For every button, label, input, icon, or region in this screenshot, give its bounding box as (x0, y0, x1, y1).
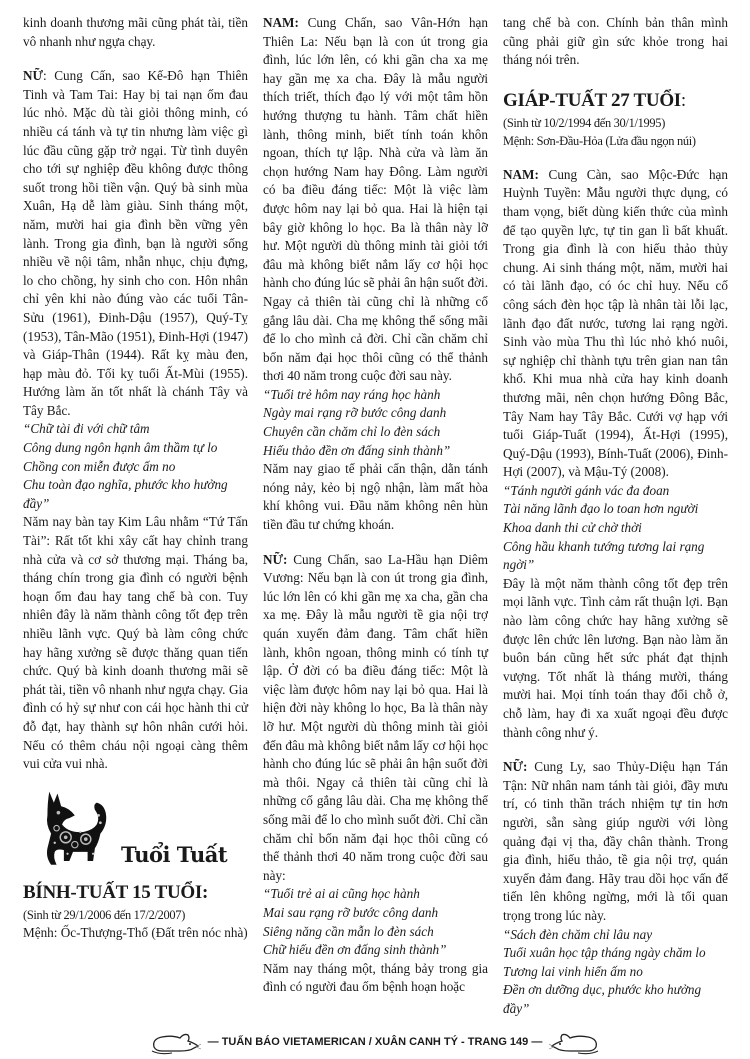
section-heading (503, 90, 728, 112)
paragraph-nam (263, 14, 488, 386)
paragraph: tang chế bà con. Chính bản thân mình cũng phải giữ gìn sức khỏe trong hai tháng nói trên. (503, 15, 728, 68)
heading-colon: : (680, 89, 686, 111)
poem-line: Chồng con miễn được ấm no (23, 458, 176, 474)
paragraph-text: : Cung Cấn, sao Kế-Đô hạn Thiên Tinh và Tam Tai: Hay bị tai nạn ốm đau lúc nhỏ. Mặc dù tài giỏi thông minh, có nhiều cá tánh và tự tin nhưng làm việc gì lúc đầu cũng gặp trở ngại. Từ tình duyên cho tới sự nghiệp đều không được thông suốt trong hồi tiền vận. Quý bà sinh mùa Xuân, Hạ dễ làm giàu. Sinh tháng một, năm, mười hai gia đình bền vững yên lành. Trong gia đình, bạn là người sống nhiều về nội tâm, nhẫn nhục, chịu đựng, lo cho chồng, hy sinh cho con. Hôn nhân chỉ yên khi nào đúng vào các tuổi Tân-Sửu (1961), Đinh-Dậu (1957), Quý-Tỵ (1953), Tân-Mão (1951), Đinh-Hợi (1947) và Giáp-Thân (1944). Rất kỵ màu đen, hạp màu đỏ. Tối kỵ tuổi Ất-Mùi (1955). Hướng làm ăn tốt nhất là chánh Tây và Tây Bắc. (23, 68, 249, 418)
heading-text: GIÁP-TUẤT 27 TUỔI (503, 89, 681, 111)
poem-line: Công dung ngôn hạnh âm thầm tự lo (23, 440, 218, 456)
section-label-nam: NAM: (503, 166, 539, 182)
poem (23, 420, 248, 513)
zodiac-title: Tuổi Tuất (121, 841, 228, 867)
paragraph: Năm nay giao tế phải cẩn thận, dằn tánh nóng nảy, kẻo bị ngộ nhận, làm mất hòa khí không vui. Đầu năm không nên hùn tiền đầu tư chứng khoán. (263, 461, 488, 533)
poem (503, 926, 728, 1019)
birth-range: (Sinh từ 10/2/1994 đến 30/1/1995) (503, 115, 666, 130)
column-1 (23, 14, 248, 942)
paragraph-nu (23, 67, 248, 420)
paragraph-nu (503, 758, 728, 925)
section-label-nu: NỮ (23, 68, 44, 84)
birth-range: (Sinh từ 29/1/2006 đến 17/2/2007) (23, 907, 186, 922)
poem-line: “Chữ tài đi với chữ tâm (23, 421, 150, 437)
poem-line: Hiếu thảo đền ơn đấng sinh thành” (263, 442, 451, 458)
menh: Mệnh: Sơn-Đầu-Hỏa (Lửa đầu ngọn núi) (503, 133, 696, 148)
poem-line: Tài năng lãnh đạo lo toan hơn người (503, 501, 699, 517)
rat-icon (548, 1029, 600, 1055)
poem-line: Mai sau rạng rỡ bước công danh (263, 904, 439, 920)
paragraph-text: Cung Chấn, sao Vân-Hớn hạn Thiên La: Nếu bạn là con út trong gia đình, lúc lớn lên, có khi gần cha xa mẹ hay gần mẹ xa cha. Đây là mẫu người thích triết, thích đạo lý với một tâm hồn hướng thượng tu hành. Tâm chất hiền lành, thông minh, biết tính toán khôn ngoan, thích tự lập. Nhà cửa và làm ăn chọn hướng Nam hay Đông. Làm người có ba điều đáng tiếc: Một là việc làm được hôm nay lại bỏ qua. Hai là hiện tại bây giờ không lo học. Ba là thân này lỡ hư. Một người dù thông minh tài giỏi tới đâu mà không biết nắm lấy cơ hội học hành cho đúng lúc sẽ phải ân hận suốt đời. Ngay cả thiên tài cũng chỉ là những cố gắng lâu dài. Cha mẹ không thể sống mãi để lo cho mình cả đời. Chỉ cần chăm chỉ bốn năm đại học thôi cũng có thể thảnh thơi 40 năm trong cuộc đời sau này. (263, 15, 488, 384)
paragraph: Năm nay tháng một, tháng bảy trong gia đình có người đau ốm bệnh hoạn hoặc (263, 960, 488, 995)
poem-line: Đền ơn dưỡng dục, phước kho hưởng đầy” (503, 982, 702, 1016)
dog-icon (29, 788, 117, 872)
column-2 (263, 14, 488, 997)
paragraph-nam (503, 166, 728, 482)
poem-line: Chuyên cần chăm chỉ lo đèn sách (263, 424, 441, 440)
poem-line: Chữ hiếu đền ơn đấng sinh thành” (263, 942, 447, 958)
poem (503, 482, 728, 575)
footer-text: — TUẤN BÁO VIETAMERICAN / XUÂN CANH TÝ - TRANG 149 — (207, 1035, 543, 1048)
paragraph: kinh doanh thương mãi cũng phát tài, tiền vô nhanh như ngựa chạy. (23, 15, 248, 49)
section-heading: BÍNH-TUẤT 15 TUỔI: (23, 881, 208, 903)
poem-line: Tuổi xuân học tập tháng ngày chăm lo (503, 945, 706, 961)
zodiac-header (23, 788, 248, 872)
paragraph-nu (263, 551, 488, 886)
poem (263, 386, 488, 460)
poem-line: Công hầu khanh tướng tương lai rạng ngời” (503, 538, 705, 573)
poem-line: Siêng năng cần mẫn lo đèn sách (263, 923, 434, 939)
poem-line: “Tánh người gánh vác đa đoan (503, 482, 670, 498)
page-footer (0, 1029, 750, 1059)
column-3 (503, 14, 728, 1019)
poem-line: Ngày mai rạng rỡ bước công danh (263, 405, 447, 421)
menh: Mệnh: Ốc-Thượng-Thổ (Đất trên nóc nhà) (23, 924, 248, 940)
paragraph: Đây là một năm thành công tốt đẹp trên mọi lãnh vực. Tình cảm rất thuận lợi. Bạn nào làm công chức hay hãng xưởng sẽ được lên chức lên lương. Bạn nào làm ăn buôn bán cũng hết sức phát đạt thịnh vượng. Tốt nhất là tháng mười, tháng mười hai. Mọi tính toán thay đổi chỗ ở, chỗ làm, hay đi xa xuất ngoại đều được thành công như ý. (503, 575, 728, 740)
poem-line: “Tuổi trẻ ai ai cũng học hành (263, 886, 420, 902)
section-label-nu: NỮ: (263, 551, 288, 567)
section-label-nam: NAM: (263, 15, 299, 30)
paragraph-text: Cung Càn, sao Mộc-Đức hạn Huỳnh Tuyền: Mẫu người thực dụng, có tham vọng, biết dùng kiến thức của mình để tạo quyền lực, tự tin gan lì bất khuất. Trong gia đình là con hiếu thảo thủy chung. Ai sinh tháng một, năm, mười hai có tài lãnh đạo, có óc chỉ huy. Nếu cố công sách đèn học tập là nhân tài lỗi lạc, lãnh đạo đất nước, tương lai rạng ngời. Sinh vào mùa Thu thì lúc nhỏ khó nuôi, sự nghiệp chỉ thành tựu trên gian nan tân khổ. Khi mua nhà cửa hay kinh doanh thương mãi, nên chọn hướng Đông Bắc, Tây Nam hay Tây Bắc. Cưới vợ hạp với tuổi Giáp-Tuất (1994), Ất-Hợi (1995), Quý-Dậu (1993), Bính-Tuất (2006), Đinh-Hợi (2007), và Mậu-Tý (2008). (503, 166, 728, 480)
poem-line: “Tuổi trẻ hôm nay ráng học hành (263, 386, 441, 402)
rat-icon (150, 1029, 202, 1055)
poem-line: Tương lai vinh hiển ấm no (503, 963, 643, 979)
poem-line: “Sách đèn chăm chỉ lâu nay (503, 926, 653, 942)
section-label-nu: NỮ: (503, 759, 528, 775)
paragraph: Năm nay bàn tay Kim Lâu nhằm “Tứ Tấn Tài”: Rất tốt khi xây cất hay chỉnh trang nhà cửa và cơ sở thương mại. Tháng ba, tháng chín trong gia đình có người bệnh hoạn ốm đau hay tang chế bà con. Tuy nhiên đây là năm thành công tốt đẹp trên nhiều lãnh vực. Quý bà làm công chức hay hãng xưởng sẽ được thăng quan tiến chức. Quý bà kinh doanh thương mãi sẽ phát tài, tiền vô nhanh như ngựa chạy. Gia đình có hỷ sự như con cái học hành thi cử đỗ đạt, hay thành sự hôn nhân cưới hỏi. Nếu có thêm cháu nội ngoại càng thêm vui cửa vui nhà. (23, 514, 248, 772)
poem-line: Chu toàn đạo nghĩa, phước kho hưởng đầy” (23, 477, 228, 511)
paragraph-text: Cung Chấn, sao La-Hầu hạn Diêm Vương: Nếu bạn là con út trong gia đình, lúc lớn lên có khi gần mẹ xa cha, gần cha xa mẹ. Đây là mẫu người tề gia nội trợ quán xuyến đảm đang. Tâm chất hiền lành, khôn ngoan, thông minh có tính tự lập. Ở đời có ba điều đáng tiếc: Một là việc làm được hôm nay lại bỏ qua. Hai là hiện đời này không lo học, Ba là thân này lỡ hư. Một người dù thông minh tài giỏi đến đâu mà không biết nắm lấy cơ hội học hành cho đúng lúc sẽ phải ân hận suốt đời mà thôi. Ngay cả thiên tài cũng chỉ là những cố gắng lâu dài. Cha mẹ không thể sống mãi để lo cho mình suốt đời. Chỉ cần chăm chỉ bốn năm đại học thôi cũng có thể thảnh thơi 40 năm trong cuộc đời sau này: (263, 551, 488, 883)
poem-line: Khoa danh thi cử chờ thời (503, 520, 642, 536)
poem (263, 885, 488, 959)
paragraph-text: Cung Ly, sao Thủy-Diệu hạn Tán Tận: Nữ nhân nam tánh tài giỏi, đầy mưu trí, có tinh thần trách nhiệm tự tin hơn người, sẵn sàng giúp người với lòng quảng đại vị tha, đầy chân thành. Trong gia đình, hiếu thảo, tề gia nội trợ, quán xuyến đảm đang. Hãy trau dồi học vấn để tiến lên không ngừng, mới là tối quan trọng trong lúc này. (503, 759, 728, 923)
